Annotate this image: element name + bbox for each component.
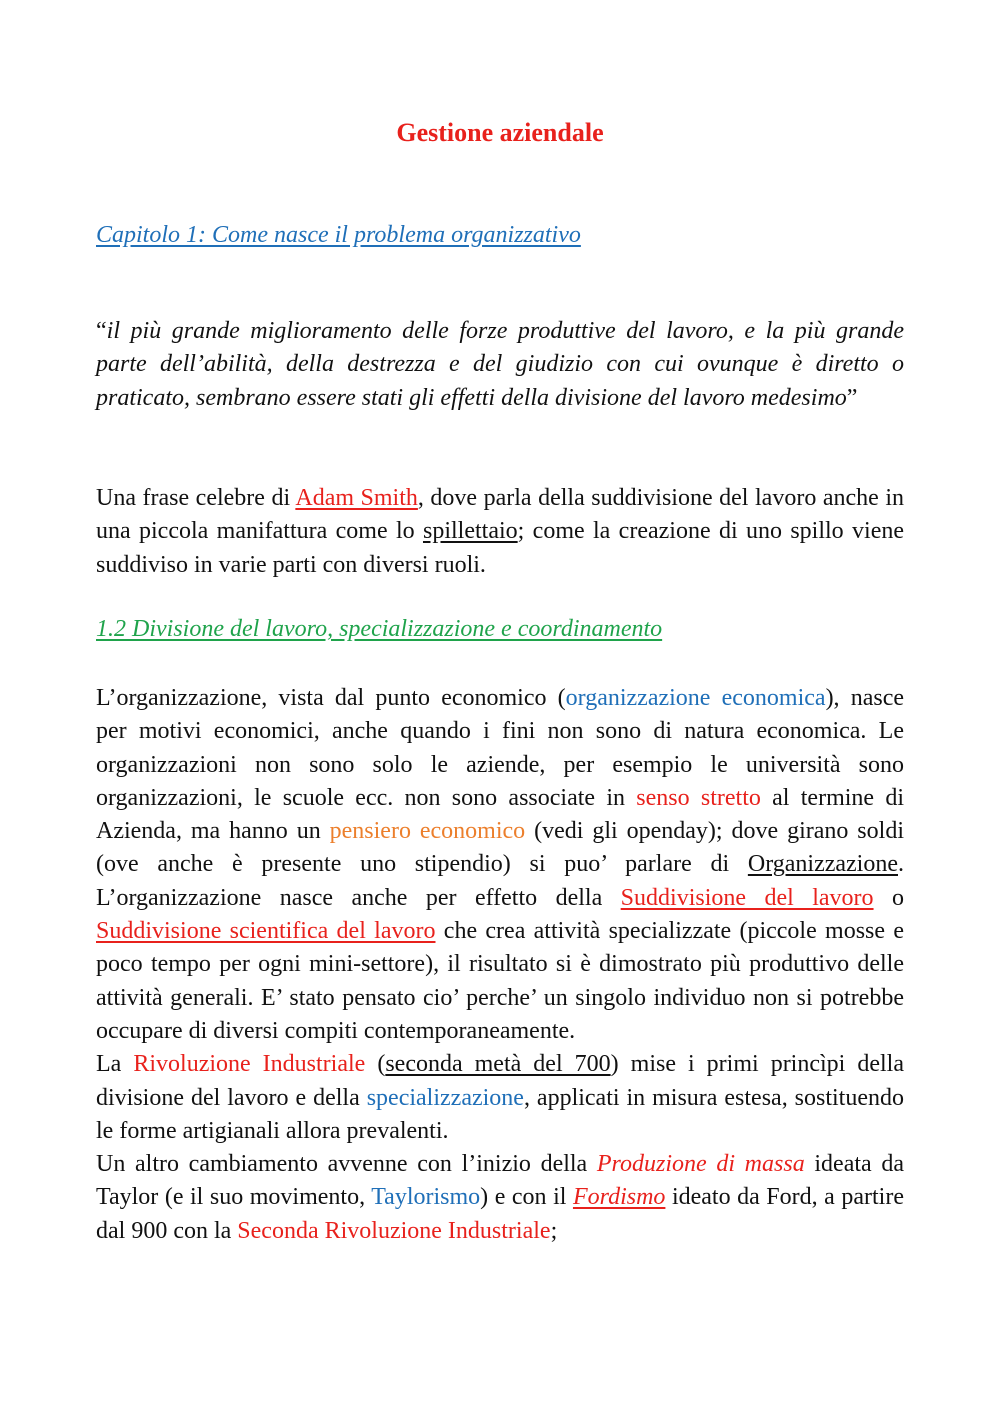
text-run: ; come la creazione di uno spillo viene suddiviso in varie parti con diversi ruoli. — [96, 518, 904, 578]
text-run: Una frase celebre di — [96, 485, 296, 511]
text-run: che crea attività specializzate (piccole mosse e poco tempo per ogni mini-settore), il risultato si è dimostrato più produttivo delle attività generali. E’ stato pensato cio’ perche’ un singolo individuo non si potrebbe occupare di diversi compiti contemporaneamente. — [96, 918, 905, 1044]
highlight-produzione-massa: Produzione di massa — [596, 1151, 805, 1178]
underline-seconda-meta: seconda metà del 700 — [385, 1051, 611, 1078]
text-run: ideato da Ford, a partire dal 900 con la — [96, 1184, 904, 1244]
quote-close-mark: ” — [846, 384, 858, 411]
highlight-pensiero-economico: pensiero economico — [329, 818, 526, 845]
quote-open-mark: “ — [96, 318, 107, 344]
text-run: (vedi gli openday); dove girano soldi (ove anche è presente uno stipendio) si puo’ parlare di — [96, 818, 904, 878]
text-run: o — [873, 884, 904, 911]
text-run: ; — [550, 1217, 558, 1244]
section-heading: 1.2 Divisione del lavoro, specializzazione e coordinamento — [96, 616, 663, 642]
text-run: La — [96, 1051, 134, 1078]
text-run: ) mise i primi princìpi della divisione del lavoro e della — [96, 1051, 904, 1111]
underline-spillettaio: spillettaio — [422, 518, 518, 545]
document-title: Gestione aziendale — [396, 118, 604, 147]
highlight-rivoluzione-industriale: Rivoluzione Industriale — [133, 1051, 366, 1078]
smith-quote — [96, 315, 904, 415]
text-run: , applicati in misura estesa, sostituendo le forme artigianali allora prevalenti. — [96, 1084, 904, 1144]
text-run: L’organizzazione, vista dal punto economico ( — [96, 685, 566, 711]
paragraph-produzione-massa — [96, 1148, 904, 1248]
highlight-suddivisione-scientifica: Suddivisione scientifica del lavoro — [96, 918, 436, 945]
text-run: . L’organizzazione nasce anche per effetto della — [96, 851, 904, 911]
chapter-heading: Capitolo 1: Come nasce il problema organizzativo — [96, 222, 581, 248]
body-text — [96, 682, 904, 1248]
paragraph-rivoluzione — [96, 1048, 904, 1148]
highlight-senso-stretto: senso stretto — [636, 784, 761, 811]
text-run: ideata da Taylor (e il suo movimento, — [96, 1151, 904, 1211]
highlight-suddivisione-lavoro: Suddivisione del lavoro — [620, 884, 874, 911]
text-run: al termine di Azienda, ma hanno un — [96, 784, 904, 845]
quote-text: il più grande miglioramento delle forze produttive del lavoro, e la più grande parte dell’abilità, della destrezza e del giudizio con cui ovunque è diretto o praticato, sembrano essere stati gli effetti della divisione del lavoro medesimo — [96, 318, 904, 411]
text-run: ) e con il — [480, 1184, 573, 1211]
highlight-adam-smith: Adam Smith — [295, 485, 418, 511]
highlight-seconda-rivoluzione: Seconda Rivoluzione Industriale — [237, 1217, 551, 1244]
text-run: ( — [365, 1051, 386, 1078]
highlight-organizzazione-economica: organizzazione economica — [565, 685, 826, 711]
text-run: ), nasce per motivi economici, anche quando i fini non sono di natura economica. Le organizzazioni non sono solo le aziende, per esempio le università sono organizzazioni, le scuole ecc. non sono associate in — [96, 685, 905, 811]
text-run: , dove parla della suddivisione del lavoro anche in una piccola manifattura come lo — [96, 485, 904, 545]
highlight-taylorismo: Taylorismo — [371, 1184, 481, 1211]
paragraph-organizzazione — [96, 682, 904, 1048]
highlight-specializzazione: specializzazione — [366, 1084, 524, 1111]
underline-organizzazione: Organizzazione — [747, 851, 898, 878]
highlight-fordismo: Fordismo — [572, 1184, 666, 1211]
text-run: Un altro cambiamento avvenne con l’inizio della — [96, 1151, 597, 1178]
paragraph-adam-smith — [96, 482, 904, 582]
